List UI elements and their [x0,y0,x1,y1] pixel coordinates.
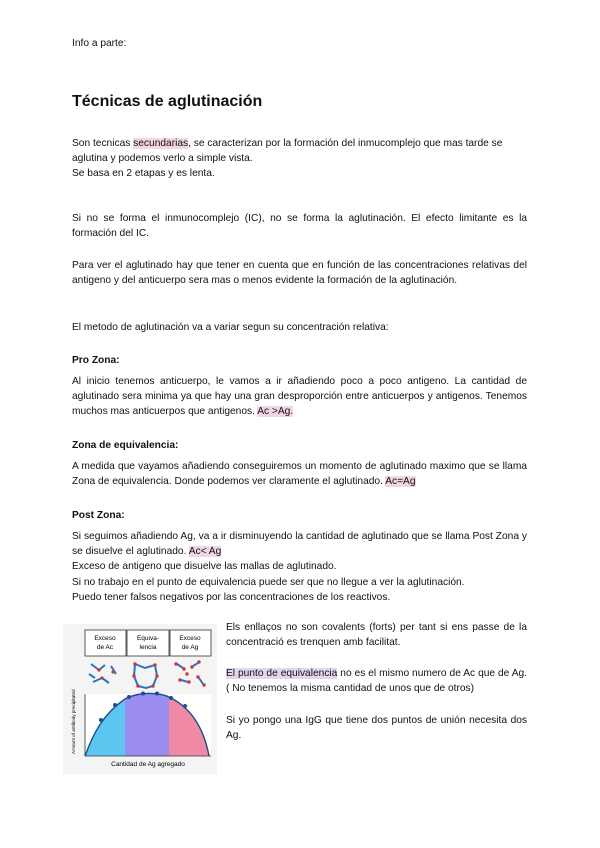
prozona-body: Al inicio tenemos anticuerpo, le vamos a ir añadiendo poco a poco antigeno. La cantidad de aglutinado sera minima ya que hay una gran desproporción entre anticuerpos y antigenos. Tenemos muchos mas anticuerpos que antigenos. [72,376,527,418]
p1-pre: Son tecnicas [72,138,134,149]
region-equivalencia [125,693,169,756]
equivalencia-highlight: Ac=Ag [385,476,416,488]
y-axis-label: Amount of antibody precipitated [71,689,76,754]
intro-paragraph [72,136,527,182]
equivalencia-text [72,459,527,489]
prozona-text [72,374,527,420]
curve-point [99,718,103,722]
curve-point [141,692,145,696]
box2-line2: lencia [139,644,157,651]
prozona-highlight: Ac >Ag. [257,406,294,418]
postzona-text [72,529,527,605]
box-equivalencia [127,630,169,656]
p1-line2: Se basa en 2 etapas y es lenta. [72,168,215,180]
equivalencia-body: A medida que vayamos añadiendo conseguiremos un momento de aglutinado maximo que se llama Zona de equivalencia. Donde podemos ver claramente el aglutinado. [72,461,527,488]
curve-point [113,703,117,707]
prozona-heading: Pro Zona: [72,355,120,366]
curve-point [155,692,159,696]
p1-highlight: secundarias [133,138,189,149]
side-highlight: El punto de equivalencia [226,668,338,679]
box3-line2: de Ag [181,644,199,651]
curve-point [183,704,187,708]
box2-line1: Equiva- [136,635,160,642]
x-axis-label: Cantidad de Ag agregado [111,761,185,768]
postzona-heading: Post Zona: [72,510,125,521]
agglutination-figure [63,624,217,774]
curve-point [169,696,173,700]
concentration-paragraph: Para ver el aglutinado hay que tener en cuenta que en función de las concentraciones relativas del antigeno y del anticuerpo sera mas o menos evidente la formación de la aglutinación. [72,260,527,287]
postzona-line4: Puedo tener falsos negativos por las concentraciones de los reactivos. [72,591,391,603]
box-exceso-ac [85,630,126,656]
box3-line1: Exceso [179,635,201,642]
side-p2-rest: no es el mismo numero de Ac que de Ag. ( No tenemos la misma cantidad de unos que de otros) [226,668,528,695]
side-paragraph-2 [226,666,527,696]
page-title: Técnicas de aglutinación [72,93,263,110]
side-paragraph-1: Els enllaços no son covalents (forts) per tant si ens passe de la concentració es trenquen amb facilitat. [226,622,527,649]
intro-label: Info a parte: [72,38,127,49]
postzona-body: Si seguimos añadiendo Ag, va a ir disminuyendo la cantidad de aglutinado que se llama Post Zona y se disuelve el aglutinado. [72,531,527,558]
curve-point [127,695,131,699]
box-exceso-ag [170,630,211,656]
box1-line1: Exceso [94,635,116,642]
postzona-highlight: Ac< Ag [188,546,222,558]
box1-line2: de Ac [96,644,114,651]
equivalencia-heading: Zona de equivalencia: [72,440,179,451]
postzona-line2: Exceso de antigeno que disuelve las mallas de aglutinado. [72,561,337,573]
postzona-line3: Si no trabajo en el punto de equivalencia puede ser que no llegue a ver la aglutinación. [72,576,465,588]
side-paragraph-3: Si yo pongo una IgG que tiene dos puntos de unión necesita dos Ag. [226,715,527,742]
p1-post: , se caracterizan por la formación del inmucomplejo que mas tarde se aglutina y podemos verlo a simple vista. [72,138,503,165]
ic-paragraph: Si no se forma el inmunocomplejo (IC), no se forma la aglutinación. El efecto limitante es la formación del IC. [72,213,527,240]
method-paragraph: El metodo de aglutinación va a variar segun su concentración relativa: [72,322,389,333]
